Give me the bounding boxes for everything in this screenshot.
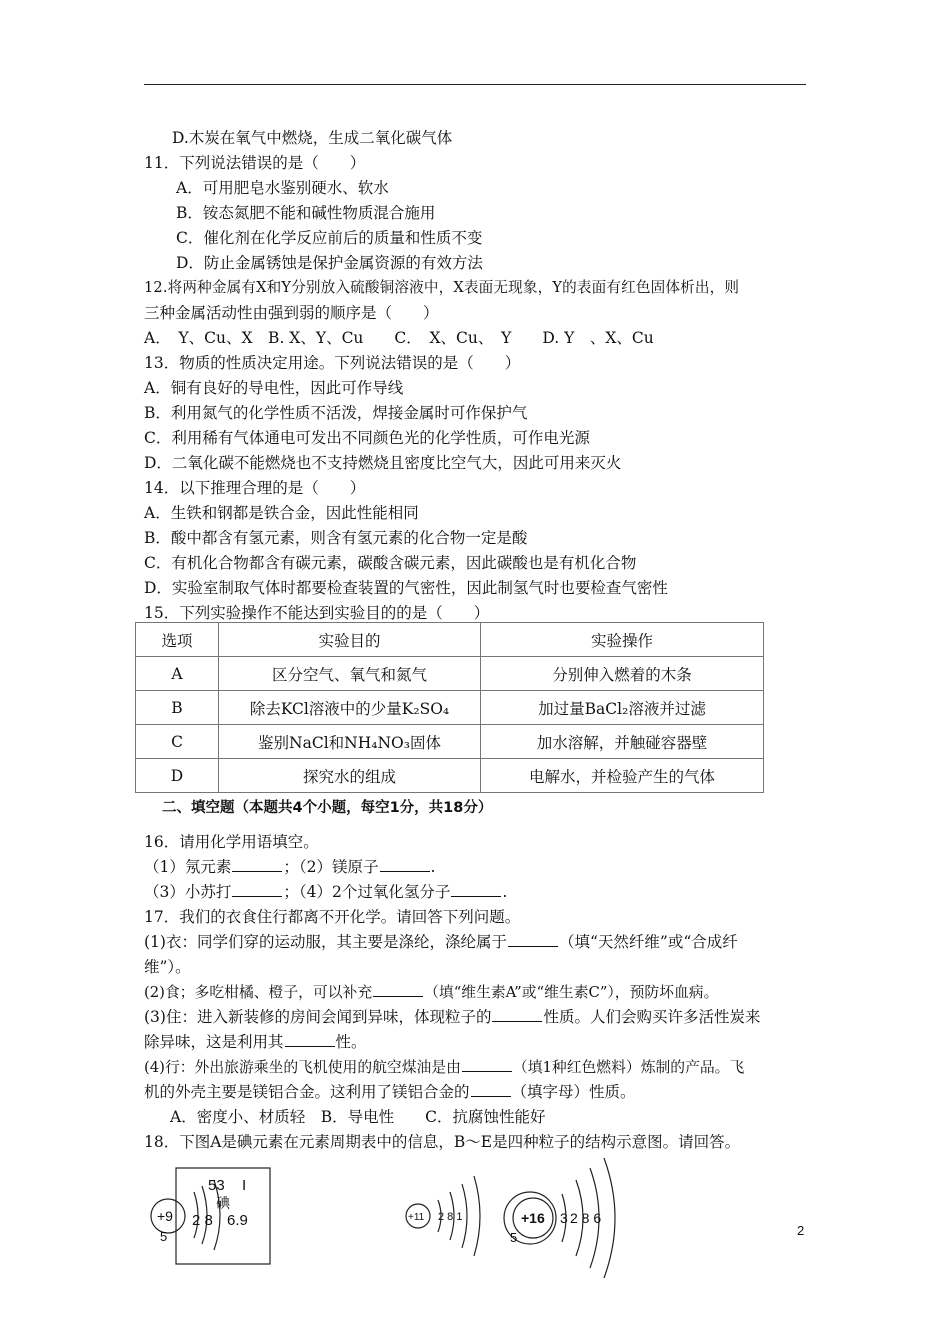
q16-part2: ；（2）镁原子 (283, 858, 379, 876)
table-cell: 加水溶解，并触碰容器壁 (481, 725, 764, 759)
q13-option-d: D．二氧化碳不能燃烧也不支持燃烧且密度比空气大，因此可用来灭火 (144, 454, 622, 472)
shell-arc (474, 1176, 480, 1256)
answer-blank[interactable] (373, 982, 423, 997)
electron-counts: 2 8 (192, 1212, 213, 1229)
label-5: 5 (160, 1229, 168, 1244)
q17-line7 (144, 1082, 636, 1102)
table-cell: 探究水的组成 (219, 759, 481, 793)
q16-line2 (144, 882, 507, 902)
table-cell: 除去KCl溶液中的少量K₂SO₄ (219, 691, 481, 725)
q14-option-c: C．有机化合物都含有碳元素，碳酸含碳元素，因此碳酸也是有机化合物 (144, 554, 637, 572)
q17-text: 机的外壳主要是镁铝合金。这利用了镁铝合金的 (144, 1083, 470, 1101)
q17-text: 除异味，这是利用其 (144, 1033, 284, 1051)
q14-option-d: D．实验室制取气体时都要检查装置的气密性，因此制氢气时也要检查气密性 (144, 579, 668, 597)
nucleus-charge: +16 (521, 1210, 545, 1226)
atomic-number: 53 (208, 1177, 225, 1194)
answer-blank[interactable] (232, 882, 282, 897)
table-header-cell: 实验操作 (481, 623, 764, 657)
q17-line1 (144, 932, 738, 952)
nucleus-charge: +9 (157, 1208, 173, 1224)
table-row (136, 725, 764, 759)
q17-options: A．密度小、材质轻 B．导电性 C．抗腐蚀性能好 (170, 1108, 546, 1126)
q17-line2: 维”）。 (144, 958, 191, 976)
table-cell: 电解水，并检验产生的气体 (481, 759, 764, 793)
table-header-cell: 选项 (136, 623, 219, 657)
section-heading: 二、填空题（本题共4个小题，每空1分，共18分） (162, 800, 493, 816)
q16-part4: ；（4）2个过氧化氢分子 (283, 883, 451, 901)
label-5: 5 (510, 1230, 518, 1245)
electron-counts: 2 8 1 (438, 1211, 463, 1223)
table-cell: C (136, 725, 219, 759)
table-row (136, 691, 764, 725)
q14-stem: 14．以下推理合理的是（ ） (144, 479, 366, 497)
q16-line1 (144, 857, 435, 877)
table-cell: 鉴别NaCl和NH₄NO₃固体 (219, 725, 481, 759)
q17-text: (2)食；多吃柑橘、橙子，可以补充 (144, 984, 373, 1001)
q13-stem: 13．物质的性质决定用途。下列说法错误的是（ ） (144, 354, 521, 372)
q17-text: （填“维生素A”或“维生素C”），预防坏血病。 (424, 984, 719, 1001)
q16-stem: 16．请用化学用语填空。 (144, 833, 319, 851)
answer-blank[interactable] (471, 1082, 511, 1097)
q13-option-c: C．利用稀有气体通电可发出不同颜色光的化学性质，可作电光源 (144, 429, 590, 447)
q18-stem: 18．下图A是碘元素在元素周期表中的信息，B～E是四种粒子的结构示意图。请回答。 (144, 1133, 741, 1151)
table-cell: 加过量BaCl₂溶液并过滤 (481, 691, 764, 725)
q17-text: 性。 (335, 1033, 367, 1051)
electron-counts: 2 8 6 (570, 1210, 602, 1226)
q11-option-d: D．防止金属锈蚀是保护金属资源的有效方法 (176, 254, 483, 272)
q13-option-b: B．利用氮气的化学性质不活泼，焊接金属时可作保护气 (144, 404, 528, 422)
table-header-row (136, 623, 764, 657)
q12-stem-line2: 三种金属活动性由强到弱的顺序是（ ） (144, 304, 439, 322)
q16-end: . (430, 858, 436, 876)
q17-line4 (144, 1007, 760, 1027)
q16-end: . (502, 883, 508, 901)
table-cell: B (136, 691, 219, 725)
q17-text: (3)住：进入新装修的房间会闻到异味，体现粒子的 (144, 1008, 492, 1026)
q11-option-c: C．催化剂在化学反应前后的质量和性质不变 (176, 229, 483, 247)
table-cell: A (136, 657, 219, 691)
q17-line6 (144, 1057, 744, 1078)
shell-prefix: 3 (560, 1210, 568, 1226)
q14-option-b: B．酸中都含有氢元素，则含有氢元素的化合物一定是酸 (144, 529, 528, 547)
q17-line3 (144, 982, 718, 1003)
table-cell: 分别伸入燃着的木条 (481, 657, 764, 691)
answer-blank[interactable] (285, 1032, 335, 1047)
answer-blank[interactable] (508, 932, 558, 947)
q17-text: （填“天然纤维”或“合成纤 (558, 933, 738, 951)
answer-blank[interactable] (462, 1057, 512, 1072)
q17-line5 (144, 1032, 367, 1052)
q12-stem-line1: 12.将两种金属有X和Y分别放入硫酸铜溶液中，X表面无现象，Y的表面有红色固体析出，则 (144, 279, 740, 296)
table-cell: 区分空气、氧气和氮气 (219, 657, 481, 691)
q15-table (135, 622, 764, 793)
q10-option-d: D.木炭在氧气中燃烧，生成二氧化碳气体 (172, 129, 453, 147)
table-row (136, 657, 764, 691)
q17-text: （填1种红色燃料）炼制的产品。飞 (512, 1059, 745, 1076)
answer-blank[interactable] (492, 1007, 542, 1022)
q11-option-b: B．铵态氮肥不能和碱性物质混合施用 (176, 204, 436, 222)
q17-text: (4)行：外出旅游乘坐的飞机使用的航空煤油是由 (144, 1059, 461, 1076)
element-symbol: I (242, 1177, 247, 1194)
q17-stem: 17．我们的衣食住行都离不开化学。请回答下列问题。 (144, 908, 521, 926)
table-row (136, 759, 764, 793)
atomic-mass: 6.9 (227, 1212, 248, 1229)
q17-text: (1)衣：同学们穿的运动服，其主要是涤纶，涤纶属于 (144, 933, 507, 951)
q13-option-a: A．铜有良好的导电性，因此可作导线 (144, 379, 404, 397)
answer-blank[interactable] (380, 857, 430, 872)
q12-options: A． Y、Cu、X B. X、Y、Cu C． X、Cu、 Y D. Y 、X、Cu (144, 329, 654, 347)
q11-stem: 11．下列说法错误的是（ ） (144, 154, 366, 172)
answer-blank[interactable] (232, 857, 282, 872)
page-number: 2 (797, 1223, 805, 1238)
table-header-cell: 实验目的 (219, 623, 481, 657)
q16-part3: （3）小苏打 (144, 883, 232, 901)
answer-blank[interactable] (451, 882, 501, 897)
element-name: 碘 (216, 1196, 230, 1212)
q11-option-a: A．可用肥皂水鉴别硬水、软水 (176, 179, 389, 197)
q18-figure (140, 1150, 640, 1290)
shell-arc (462, 1184, 467, 1248)
nucleus-charge: +11 (408, 1212, 425, 1223)
table-cell: D (136, 759, 219, 793)
q14-option-a: A．生铁和钢都是铁合金，因此性能相同 (144, 504, 419, 522)
q16-part1: （1）氖元素 (144, 858, 232, 876)
header-rule (144, 84, 806, 85)
q17-text: 性质。人们会购买许多活性炭来 (543, 1008, 761, 1026)
q17-text: （填字母）性质。 (511, 1083, 636, 1101)
shell-arc (604, 1158, 615, 1278)
q15-stem: 15．下列实验操作不能达到实验目的的是（ ） (144, 604, 490, 622)
